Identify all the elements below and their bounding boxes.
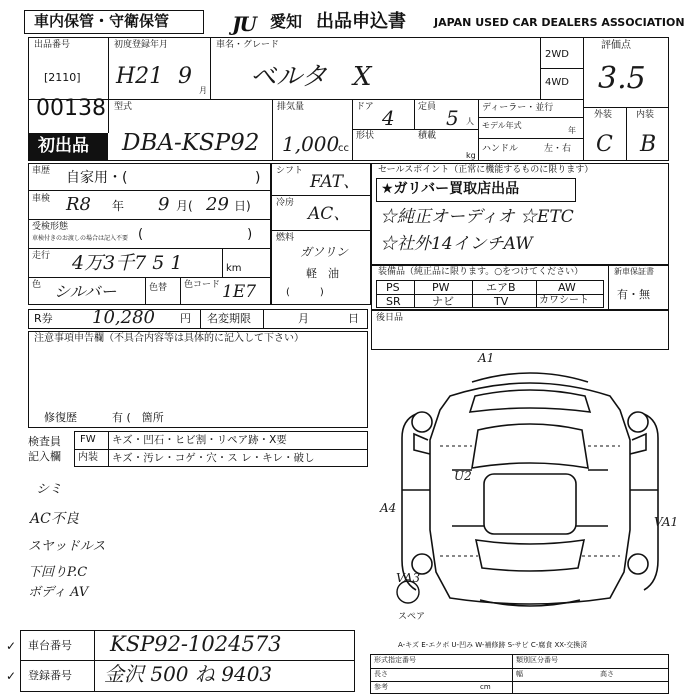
drive-2wd: 2WD: [545, 49, 569, 60]
model-year-label: モデル年式: [482, 121, 522, 130]
damage-mark-va3: VA3: [396, 571, 421, 585]
type-label: 型式: [114, 102, 133, 112]
score-label: 評価点: [601, 40, 631, 51]
damage-mark-a1: A1: [478, 351, 495, 365]
color-code-value: 1E7: [222, 282, 257, 302]
inspector-interior-label: 内装: [78, 452, 98, 463]
inspection-label: 車検: [32, 194, 51, 204]
interior-label: 内装: [636, 110, 655, 120]
reg-number-value: 金沢 500 ね 9403: [104, 662, 273, 686]
selling-points-label: セールスポイント（正常に機能するものに限ります）: [378, 165, 594, 175]
ac-label: 冷房: [276, 198, 295, 208]
inspection-day-unit: 日): [234, 199, 251, 213]
equip-pw: PW: [432, 281, 450, 294]
special-notes-label: 注意事項申告欄（不具合内容等は具体的に記入して下さい）: [34, 333, 304, 344]
shift-value: FAT、: [310, 172, 361, 192]
equip-tv: TV: [494, 295, 509, 308]
check-mark-icon: ✓: [6, 669, 17, 683]
mileage-unit: km: [226, 263, 242, 274]
usage-label: 車歴: [32, 166, 51, 176]
logo-text: 愛知: [270, 12, 303, 31]
capacity-unit: 人: [466, 117, 474, 126]
check-mark-icon: ✓: [6, 639, 17, 653]
ju-logo-icon: JU: [232, 12, 255, 36]
shift-label: シフト: [276, 166, 304, 176]
lot-number: 00138: [36, 96, 106, 121]
record-book-value: 有・無: [617, 288, 650, 301]
repair-label: 修復歴: [44, 411, 77, 424]
reg-number-label: 登録番号: [28, 669, 72, 682]
equipment-label: 装備品（純正品に限ります。○をつけてください）: [378, 267, 584, 277]
fuel-other: ( ): [286, 287, 324, 298]
spec-label: 形式指定番号: [374, 656, 416, 664]
chassis-value: KSP92-1024573: [110, 632, 282, 656]
fuel-diesel: 軽 油: [306, 267, 339, 280]
recycle-unit: 円: [180, 312, 191, 325]
recycle-value: 10,280: [92, 307, 155, 328]
fuel-label: 燃料: [276, 233, 295, 243]
loading-label: 積載: [418, 131, 437, 141]
color-value: シルバー: [54, 282, 117, 301]
form-title: 出品申込書: [316, 11, 406, 32]
width-label: 幅: [516, 670, 523, 678]
capacity-label: 定員: [418, 102, 437, 112]
drive-4wd: 4WD: [545, 77, 569, 88]
rear-label: 後日品: [376, 313, 404, 323]
equip-sr: SR: [386, 295, 401, 308]
capacity-value: 5: [446, 106, 459, 130]
handle-value: 左・右: [544, 144, 572, 154]
received-value: ( ): [138, 227, 253, 242]
inspection-month-unit: 月(: [176, 199, 193, 213]
equipment-grid: [376, 280, 604, 308]
inspection-value: R8: [66, 194, 92, 215]
record-book-label: 新車保証書: [614, 267, 654, 276]
category-label: 類別区分番号: [516, 656, 558, 664]
received-label: 受検形態: [32, 222, 69, 232]
displacement-value: 1,000: [282, 132, 340, 156]
inspection-year-unit: 年: [112, 199, 125, 213]
year-unit: 年: [568, 126, 576, 135]
handwritten-note: ボディ AV: [28, 585, 89, 600]
notes-box: [28, 331, 368, 428]
damage-mark-u2: U2: [454, 469, 472, 483]
damage-mark-a4: A4: [380, 501, 397, 515]
equip-ps: PS: [386, 281, 400, 294]
inspector-label: 検査員記入欄: [28, 435, 61, 463]
lot-code: [2110]: [44, 71, 81, 84]
rear-box: [371, 310, 669, 350]
inspector-fw-label: FW: [80, 434, 96, 445]
ac-value: AC、: [308, 204, 351, 224]
usage-value: 自家用・(: [66, 170, 128, 186]
selling-point-line1: ☆純正オーディオ ☆ETC: [380, 207, 574, 227]
association-name: JAPAN USED CAR DEALERS ASSOCIATION: [434, 16, 685, 29]
recycle-label: R券: [34, 312, 53, 325]
first-reg-month-unit: 月: [199, 86, 207, 95]
doors-label: ドア: [356, 102, 374, 112]
damage-legend: A-キズ E-エクボ U-凹み W-補修跡 S-サビ C-腐食 XX-交換済: [398, 641, 588, 649]
name-grade-label: 車名・グレード: [216, 40, 280, 50]
mileage-value: 4万3千7 5 1: [72, 252, 183, 274]
storage-label: 車内保管・守衛保管: [34, 12, 170, 30]
inspector-interior-items: キズ・汚レ・コゲ・穴・ス レ・キレ・破し: [112, 452, 315, 464]
first-listing-label: 初出品: [38, 136, 89, 156]
length-label: 長さ: [374, 670, 388, 678]
handwritten-note: AC不良: [30, 511, 79, 527]
loading-unit: kg: [466, 151, 476, 160]
type-value: DBA-KSP92: [122, 130, 260, 156]
car-diagram: [380, 350, 680, 622]
transfer-month-unit: 月: [298, 312, 309, 325]
fuel-value: ガソリン: [300, 245, 349, 259]
equip-navi: ナビ: [432, 295, 454, 308]
first-reg-month: 9: [178, 64, 192, 89]
interior-value: B: [640, 132, 657, 157]
height-label: 高さ: [600, 670, 614, 678]
equip-seat: カワシート: [539, 295, 589, 306]
displacement-unit: cc: [338, 143, 349, 154]
handwritten-note: 下回りP.C: [28, 565, 88, 580]
lot-label: 出品番号: [34, 40, 71, 50]
score-value: 3.5: [598, 61, 646, 96]
transfer-day-unit: 日: [348, 312, 359, 325]
handwritten-note: シミ: [36, 482, 63, 497]
damage-mark-va1: VA1: [654, 515, 679, 529]
displacement-label: 排気量: [277, 102, 305, 112]
first-reg-era-year: H21: [116, 64, 164, 89]
recycle-row: [28, 309, 368, 329]
dealer-label: ディーラー・並行: [482, 103, 554, 113]
inspection-month: 9: [158, 194, 170, 215]
shape-label: 形状: [356, 131, 375, 141]
inspection-day: 29: [206, 194, 229, 215]
handwritten-note: スヤッドルス: [28, 539, 106, 554]
usage-close: ): [255, 170, 261, 186]
repair-value: 有 ( 箇所: [112, 411, 164, 424]
car-outline-icon: [380, 350, 680, 622]
transfer-label: 名変期限: [207, 312, 251, 325]
shop-badge: ★ガリバー買取店出品: [381, 181, 520, 197]
chassis-label: 車台番号: [28, 639, 72, 652]
color-code-label: 色コード: [184, 280, 221, 290]
exterior-label: 外装: [594, 110, 613, 120]
unit-cm: cm: [480, 683, 491, 691]
ref-label: 参考: [374, 683, 388, 691]
selling-point-line2: ☆社外14インチAW: [380, 234, 533, 254]
spare-label: スペア: [398, 612, 426, 622]
equip-airbag: エアB: [486, 281, 516, 294]
doors-value: 4: [382, 106, 395, 130]
name-grade-value: ベルタ X: [250, 62, 372, 92]
equip-aw: AW: [558, 281, 576, 294]
exterior-value: C: [596, 132, 613, 157]
received-sub: 車検付きのお渡しの場合は記入不要: [32, 235, 129, 242]
color-label: 色: [32, 280, 42, 290]
handle-label: ハンドル: [482, 144, 519, 154]
first-reg-label: 初度登録年月: [114, 40, 169, 50]
mileage-label: 走行: [32, 251, 51, 261]
inspector-fw-items: キズ・凹石・ヒビ割・リペア跡・X要: [112, 434, 287, 446]
color-change-label: 色替: [149, 283, 168, 293]
